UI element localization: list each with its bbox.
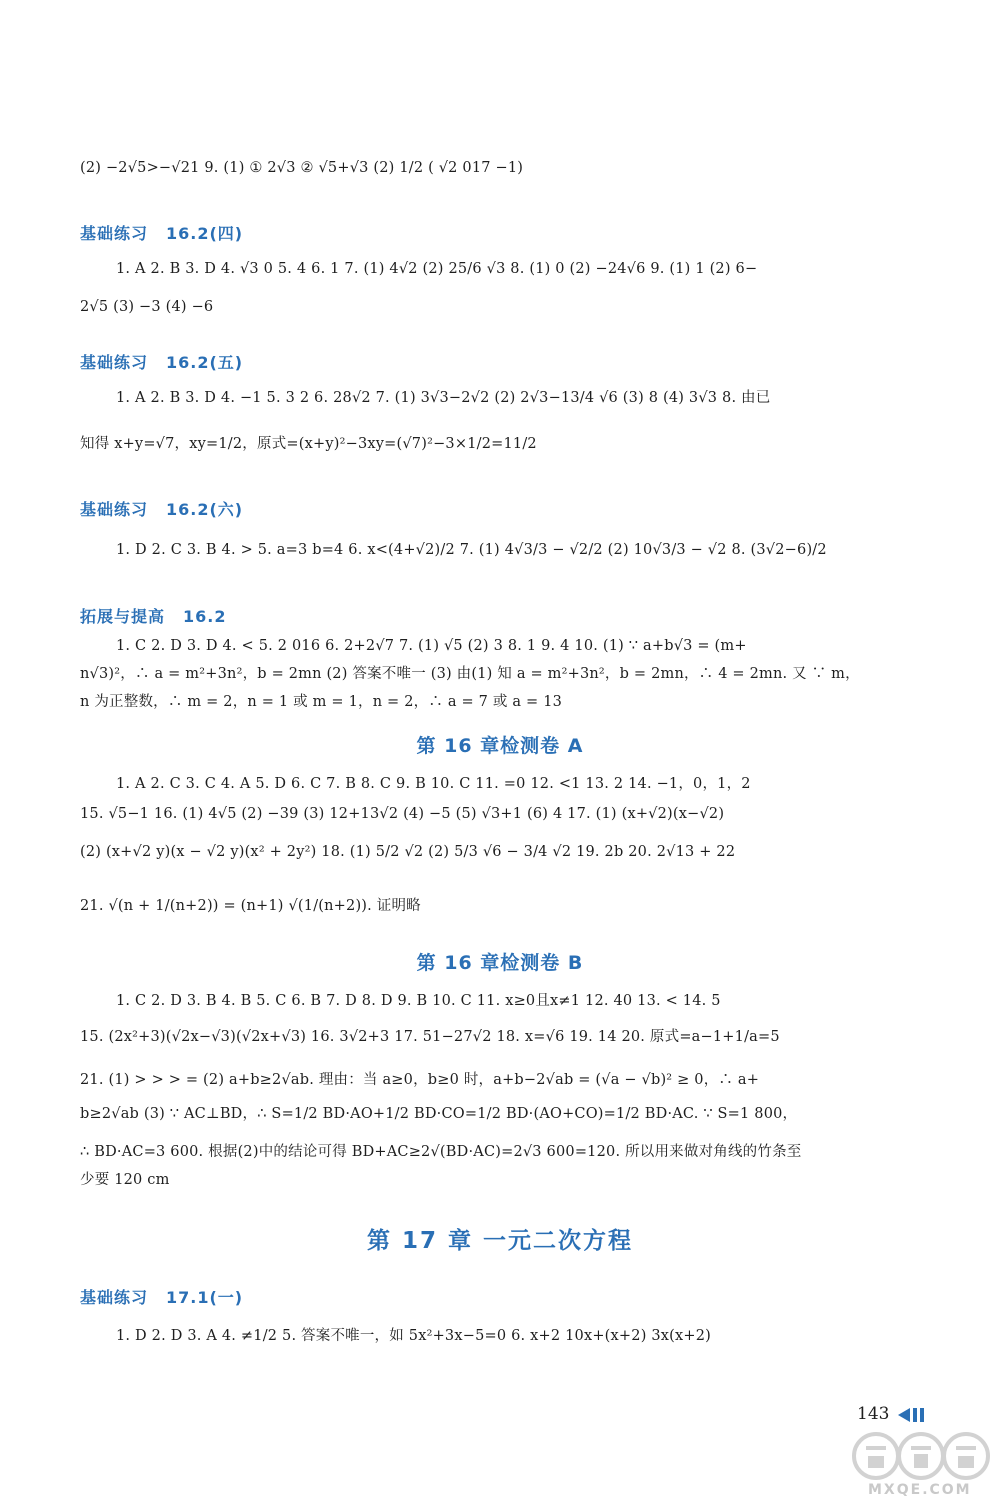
answer-line: 1. A 2. C 3. C 4. A 5. D 6. C 7. B 8. C 9. B 10. C 11. =0 12. <1 13. 2 14. −1，0，1，2: [116, 776, 751, 792]
section-heading-16-2-5: 基础练习 16.2(五): [80, 353, 244, 372]
answer-line: 15. √5−1 16. (1) 4√5 (2) −39 (3) 12+13√2 (4) −5 (5) √3+1 (6) 4 17. (1) (x+√2)(x−√2): [80, 806, 725, 822]
answer-line: 1. C 2. D 3. D 4. < 5. 2 016 6. 2+2√7 7. (1) √5 (2) 3 8. 1 9. 4 10. (1) ∵ a+b√3 = (m+: [116, 638, 747, 654]
answer-line: ∴ BD·AC=3 600. 根据(2)中的结论可得 BD+AC≥2√(BD·AC)=2√3 600=120. 所以用来做对角线的竹条至: [80, 1144, 802, 1160]
section-heading-17-1-1: 基础练习 17.1(一): [80, 1288, 244, 1307]
answer-line: n√3)²，∴ a = m²+3n²，b = 2mn (2) 答案不唯一 (3) 由(1) 知 a = m²+3n²，b = 2mn，∴ 4 = 2mn. 又 ∵ m，: [80, 666, 860, 682]
answer-line: b≥2√ab (3) ∵ AC⊥BD，∴ S=1/2 BD·AO+1/2 BD·CO=1/2 BD·(AO+CO)=1/2 BD·AC. ∵ S=1 800，: [80, 1106, 798, 1122]
answer-line: 15. (2x²+3)(√2x−√3)(√2x+√3) 16. 3√2+3 17. 51−27√2 18. x=√6 19. 14 20. 原式=a−1+1/a=5: [80, 1029, 780, 1045]
answer-line: 1. C 2. D 3. B 4. B 5. C 6. B 7. D 8. D 9. B 10. C 11. x≥0且x≠1 12. 40 13. < 14. 5: [116, 993, 721, 1009]
answer-line: 1. D 2. D 3. A 4. ≠1/2 5. 答案不唯一，如 5x²+3x−5=0 6. x+2 10x+(x+2) 3x(x+2): [116, 1328, 712, 1344]
test-title-b: 第 16 章检测卷 B: [416, 952, 584, 974]
answer-line: 2√5 (3) −3 (4) −6: [80, 299, 214, 315]
section-heading-16-2-4: 基础练习 16.2(四): [80, 224, 244, 243]
chapter-title: 第 17 章 一元二次方程: [366, 1228, 634, 1254]
watermark-text: MXQE.COM: [868, 1482, 972, 1498]
test-title-a: 第 16 章检测卷 A: [416, 735, 584, 757]
answer-line: 21. √(n + 1/(n+2)) = (n+1) √(1/(n+2)). 证明略: [80, 898, 421, 914]
section-heading-16-2-6: 基础练习 16.2(六): [80, 500, 244, 519]
answer-line: 1. D 2. C 3. B 4. > 5. a=3 b=4 6. x<(4+√2)/2 7. (1) 4√3/3 − √2/2 (2) 10√3/3 − √2 8. (3√2−6)/2: [116, 542, 827, 558]
answer-line: 1. A 2. B 3. D 4. √3 0 5. 4 6. 1 7. (1) 4√2 (2) 25/6 √3 8. (1) 0 (2) −24√6 9. (1) 1 (2) 6−: [116, 261, 758, 277]
answer-line: n 为正整数，∴ m = 2，n = 1 或 m = 1，n = 2，∴ a = 7 或 a = 13: [80, 694, 563, 710]
answer-line: (2) −2√5>−√21 9. (1) ① 2√3 ② √5+√3 (2) 1/2 ( √2 017 −1): [80, 160, 524, 176]
answer-line: 知得 x+y=√7，xy=1/2，原式=(x+y)²−3xy=(√7)²−3×1/2=11/2: [80, 436, 537, 452]
page-marker-icon: [896, 1406, 930, 1424]
answer-line: 21. (1) > > > = (2) a+b≥2√ab. 理由：当 a≥0，b≥0 时，a+b−2√ab = (√a − √b)² ≥ 0，∴ a+: [80, 1072, 760, 1088]
answer-line: 1. A 2. B 3. D 4. −1 5. 3 2 6. 28√2 7. (1) 3√3−2√2 (2) 2√3−13/4 √6 (3) 8 (4) 3√3 8. 由已: [116, 390, 771, 406]
answer-line: (2) (x+√2 y)(x − √2 y)(x² + 2y²) 18. (1) 5/2 √2 (2) 5/3 √6 − 3/4 √2 19. 2b 20. 2√13 + 22: [80, 844, 736, 860]
page-number: 143: [857, 1404, 890, 1424]
answer-line: 少要 120 cm: [80, 1172, 170, 1188]
section-heading-extension-16-2: 拓展与提高 16.2: [80, 607, 227, 626]
